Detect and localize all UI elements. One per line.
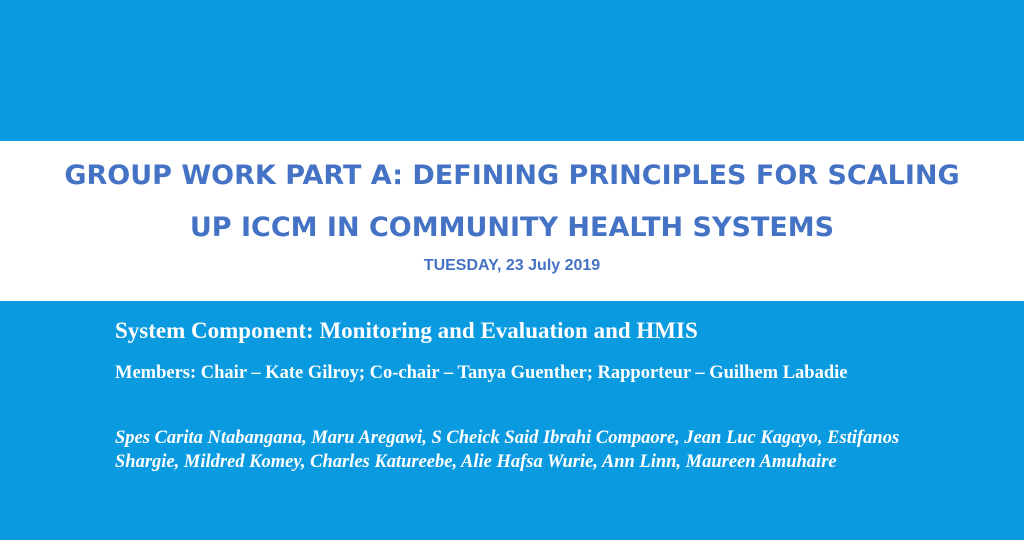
members-list: Members: Chair – Kate Gilroy; Co-chair – Tanya Guenther; Rapporteur – Guilhem Labadie [115, 363, 848, 383]
slide-date: TUESDAY, 23 July 2019 [423, 257, 601, 274]
top-blue-band [0, 0, 1024, 141]
title-band [0, 141, 1024, 301]
system-component-heading: System Component: Monitoring and Evaluation and HMIS [115, 318, 698, 343]
participants-list: Spes Carita Ntabangana, Maru Aregawi, S Cheick Said Ibrahi Compaore, Jean Luc Kagayo, Estifanos Shargie, Mildred Komey, Charles Katureebe, Alie Hafsa Wurie, Ann Linn, Maureen Amuhaire [115, 428, 900, 472]
slide-title-line-1: GROUP WORK PART A: DEFINING PRINCIPLES FOR SCALING [64, 160, 960, 191]
slide-title-line-2: UP ICCM IN COMMUNITY HEALTH SYSTEMS [189, 212, 835, 243]
